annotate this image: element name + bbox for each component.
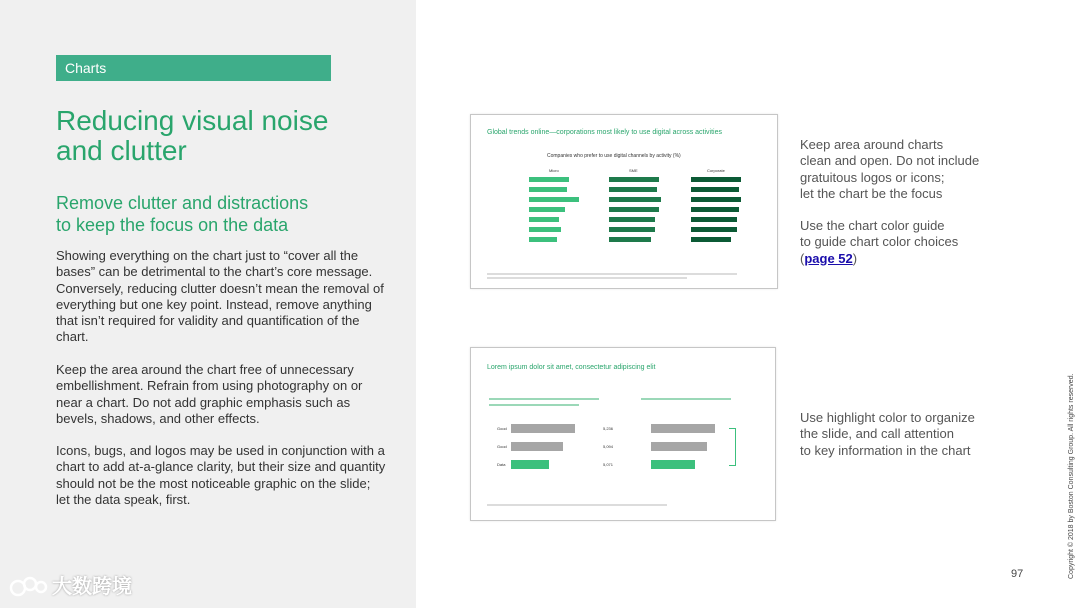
thumb1-footnote (487, 277, 687, 279)
example-chart-thumbnail-2 (470, 347, 776, 521)
page-title-line1: Reducing visual noise (56, 105, 329, 136)
note2-line: to guide chart color choices (800, 234, 959, 250)
page-number: 97 (1011, 568, 1024, 580)
thumb2-note (489, 398, 599, 400)
thumb1-bar (529, 217, 559, 222)
thumb2-bar (651, 460, 695, 469)
watermark-text: 大数跨境 (52, 576, 132, 598)
thumb1-bar (691, 207, 739, 212)
thumb1-panel-label-1: Micro (549, 168, 559, 173)
thumb1-footnote (487, 273, 737, 275)
thumb1-bar (691, 227, 737, 232)
page-52-link[interactable]: page 52 (804, 250, 853, 266)
note1-line: Keep area around charts (800, 137, 944, 152)
thumb1-bar (609, 237, 651, 242)
thumb2-value: 5,094 (603, 444, 614, 449)
watermark-logo-icon (8, 574, 48, 600)
thumb1-panel-label-2: SME (629, 168, 638, 173)
note-chart-area (800, 137, 1010, 202)
thumb2-bar (511, 424, 575, 433)
body-paragraph-2: Keep the area around the chart free of unnecessary embellishment. Refrain from using photography on or near a chart. Do not add graphic emphasis such as bevels, shadows, and other effects. (56, 362, 363, 426)
thumb1-title: Global trends online—corporations most likely to use digital across activities (487, 129, 722, 136)
thumb2-row-label: Good (497, 444, 507, 449)
thumb1-chart-subtitle: Companies who prefer to use digital channels by activity (%) (547, 153, 681, 159)
note-color-guide (800, 218, 1010, 267)
thumb1-bar (609, 207, 659, 212)
example-chart-thumbnail-1 (470, 114, 778, 289)
body-paragraph-3: Icons, bugs, and logos may be used in conjunction with a chart to add at-a-glance clarity, but their size and quantity should not be the most noticeable graphic on the slide; let the data speak, first. (56, 443, 386, 507)
thumb2-footnote (487, 504, 667, 506)
thumb2-row-label: Good (497, 426, 507, 431)
page-title (56, 106, 386, 166)
thumb1-bar (691, 177, 741, 182)
thumb2-bracket (729, 428, 736, 466)
thumb2-title: Lorem ipsum dolor sit amet, consectetur adipiscing elit (487, 364, 656, 371)
note1-line: gratuitous logos or icons; (800, 169, 945, 185)
thumb1-bar (609, 187, 657, 192)
body-paragraph-1: Showing everything on the chart just to “cover all the bases” can be detrimental to the chart’s core message. Conversely, reducing clutter doesn’t mean the removal of everything but one key point. Instead, remove anything that isn’t required for validity and quantification of the chart. (56, 248, 384, 345)
note2-paren-open: ( (800, 250, 805, 266)
thumb1-bar (691, 197, 741, 202)
page-subtitle (56, 192, 386, 236)
page-subtitle-line2: to keep the focus on the data (56, 215, 289, 235)
note1-line: let the chart be the focus (800, 185, 943, 201)
thumb1-panel-label-3: Corporate (707, 168, 725, 173)
thumb1-bar (691, 217, 737, 222)
thumb1-bar (609, 177, 659, 182)
thumb1-bar (609, 197, 661, 202)
thumb2-bar (651, 424, 715, 433)
watermark (8, 572, 132, 602)
note1-line: clean and open. Do not include (800, 153, 980, 169)
copyright-notice: Copyright © 2018 by Boston Consulting Group. All rights reserved. (1068, 373, 1075, 579)
thumb1-bar (529, 237, 557, 242)
thumb2-value: 5,236 (603, 426, 614, 431)
note2-line: Use the chart color guide (800, 218, 945, 233)
thumb1-bar (529, 177, 569, 182)
section-tag: Charts (56, 55, 331, 81)
note2-paren-close: ) (852, 250, 858, 266)
thumb1-bar (529, 197, 579, 202)
thumb1-bar (529, 227, 561, 232)
note-highlight-color (800, 410, 1010, 459)
thumb1-bar (609, 217, 655, 222)
thumb2-note (489, 404, 579, 406)
note3-line: Use highlight color to organize (800, 410, 975, 425)
thumb1-bar (691, 187, 739, 192)
thumb2-bar (511, 442, 563, 451)
note3-line: to key information in the chart (800, 442, 971, 458)
thumb2-row-label: Data (497, 462, 506, 467)
thumb1-bar (691, 237, 731, 242)
note3-line: the slide, and call attention (800, 426, 954, 442)
thumb2-value: 5,071 (603, 462, 614, 467)
thumb2-bar (651, 442, 707, 451)
thumb1-bar (609, 227, 655, 232)
thumb1-bar (529, 187, 567, 192)
page-title-line2: and clutter (56, 135, 187, 166)
thumb1-bar (529, 207, 565, 212)
thumb2-note (641, 398, 731, 400)
page-subtitle-line1: Remove clutter and distractions (56, 193, 309, 213)
thumb2-bar (511, 460, 549, 469)
